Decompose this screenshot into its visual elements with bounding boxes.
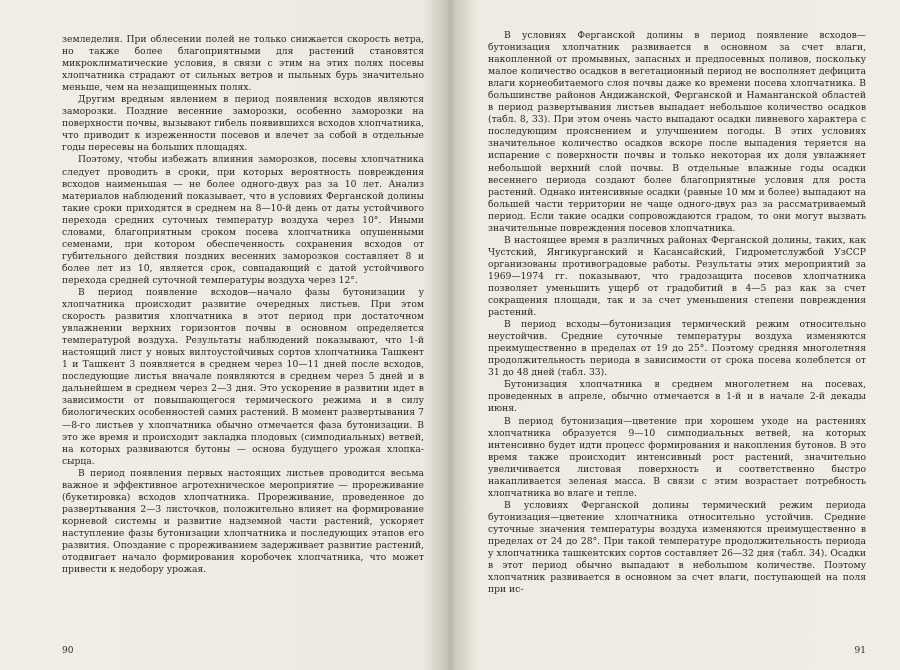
paragraph: В условиях Ферганской долины термический режим периода бутонизация—цветение хлопчатника относительно устойчив. Средние суточные значения температуры воздуха изменяются преимущественно в пределах от 24 до 28°. При такой температуре продолжительность периода у хлопчатника ташкентских сортов составляет 26—32 дня (табл. 34). Осадки в этот период обычно выпадают в небольшом количестве. Поэтому хлопчатник развивается в основном за счет влаги, поступающей на поля при ис-	[488, 499, 866, 596]
right-page	[450, 0, 900, 670]
paragraph: В период появление всходов—начало фазы бутонизации у хлопчатника происходит развитие очередных листьев. При этом скорость развития хлопчатника в этот период при достаточном увлажнении верхних горизонтов почвы в основном определяется температурой воздуха. Результаты наблюдений показывают, что 1-й настоящий лист у новых вилтоустойчивых сортов хлопчатника Ташкент 1 и Ташкент 3 появляется в среднем через 10—11 дней после всходов, последующие листья вначале появляются в среднем через 5 дней и в дальнейшем в среднем через 2—3 дня. Это ускорение в развитии идет в зависимости от повышающегося термического режима и в силу биологических особенностей самих растений. В момент развертывания 7—8-го листьев у хлопчатника обычно отмечается фаза бутонизации. В это же время и происходит закладка плодовых (симподиальных) ветвей, на которых развиваются бутоны — основа будущего урожая хлопка-сырца.	[62, 286, 424, 467]
paragraph: В период появления первых настоящих листьев проводится весьма важное и эффективное агротехническое мероприятие — прореживание (букетировка) всходов хлопчатника. Прореживание, проведенное до развертывания 2—3 листочков, положительно влияет на формирование корневой системы и развитие надземной части растений, ускоряет наступление фазы бутонизации хлопчатника и последующих этапов его развития. Опоздание с прореживанием задерживает развитие растений, отодвигает начало формирования коробочек хлопчатника, что может привести к недобору урожая.	[62, 467, 424, 576]
paragraph: В период бутонизация—цветение при хорошем уходе на растениях хлопчатника образуется 9—10 симподиальных ветвей, на которых интенсивно будет идти процесс формирования и накопления бутонов. В это время также происходит интенсивный рост растений, значительно увеличивается листовая поверхность и соответственно быстро накапливается зеленая масса. В связи с этим возрастает потребность хлопчатника во влаге и тепле.	[488, 415, 866, 499]
right-page-text	[488, 30, 866, 596]
paragraph: Другим вредным явлением в период появления всходов являются заморозки. Поздние весенние заморозки, особенно заморозки на поверхности почвы, вызывают гибель появившихся всходов хлопчатника, что приводит к изреженности посевов и влечет за собой в отдельные годы пересевы на больших площадях.	[62, 94, 424, 154]
page-number-left: 90	[62, 646, 74, 656]
paragraph: В настоящее время в различных районах Ферганской долины, таких, как Чустский, Янгикурганский и Касансайский, Гидрометслужбой УзССР организованы противоградовые работы. Результаты этих мероприятий за 1969—1974 гг. показывают, что градозащита посевов хлопчатника позволяет уменьшить ущерб от градобитий в 4—5 раз как за счет сокращения площади, так и за счет уменьшения степени повреждения растений.	[488, 234, 866, 319]
paragraph: Бутонизация хлопчатника в среднем многолетнем на посевах, проведенных в апреле, обычно отмечается в 1-й и в начале 2-й декады июня.	[488, 379, 866, 415]
paragraph: В условиях Ферганской долины в период появление всходов— бутонизация хлопчатник развивается в основном за счет влаги, накопленной от промывных, запасных и предпосевных поливов, поскольку малое количество осадков в вегетационный период не восполняет дефицита влаги корнеобитаемого слоя почвы даже ко времени посева хлопчатника. В большинстве районов Андижанской, Ферганской и Наманганской областей в период развертывания листьев выпадает небольшое количество осадков (табл. 8, 33). При этом очень часто выпадают осадки ливневого характера с последующим прояснением и улучшением погоды. В этих условиях значительное количество осадков вскоре после выпадения теряется на испарение с поверхности почвы и только некоторая их доля увлажняет небольшой верхний слой почвы. В отдельные влажные годы осадки весеннего периода создают более благоприятные условия для роста растений. Однако интенсивные осадки (равные 10 мм и более) выпадают на большей части территории не чаще одного-двух раз за рассматриваемый период. Если такие осадки сопровождаются градом, то они могут вызвать значительные повреждения посевов хлопчатника.	[488, 30, 866, 234]
page-number-right: 91	[854, 646, 866, 656]
paragraph: земледелия. При облесении полей не только снижается скорость ветра, но также более благоприятными для растений становятся микроклиматические условия, в связи с этим на этих полях посевы хлопчатника страдают от сильных ветров и пыльных бурь значительно меньше, чем на незащищенных полях.	[62, 34, 424, 94]
left-page-text	[62, 34, 424, 576]
paragraph: В период всходы—бутонизация термический режим относительно неустойчив. Средние суточные температуры воздуха изменяются преимущественно в пределах от 19 до 25°. Поэтому средняя многолетняя продолжительность периода в зависимости от срока посева колеблется от 31 до 48 дней (табл. 33).	[488, 319, 866, 379]
paragraph: Поэтому, чтобы избежать влияния заморозков, посевы хлопчатника следует проводить в сроки, при которых вероятность повреждения всходов наименьшая — не более одного-двух раз за 10 лет. Анализ материалов наблюдений показывает, что в условиях Ферганской долины такие сроки приходятся в среднем на 8—10-й день от даты устойчивого перехода средних суточных температур воздуха через 10°. Иными словами, благоприятным сроком посева хлопчатника опушенными семенами, при котором обеспеченность сохранения всходов от губительного действия поздних весенних заморозков составляет 8 и более лет из 10, является срок, совпадающий с датой устойчивого перехода средней суточной температуры воздуха через 12°.	[62, 154, 424, 286]
